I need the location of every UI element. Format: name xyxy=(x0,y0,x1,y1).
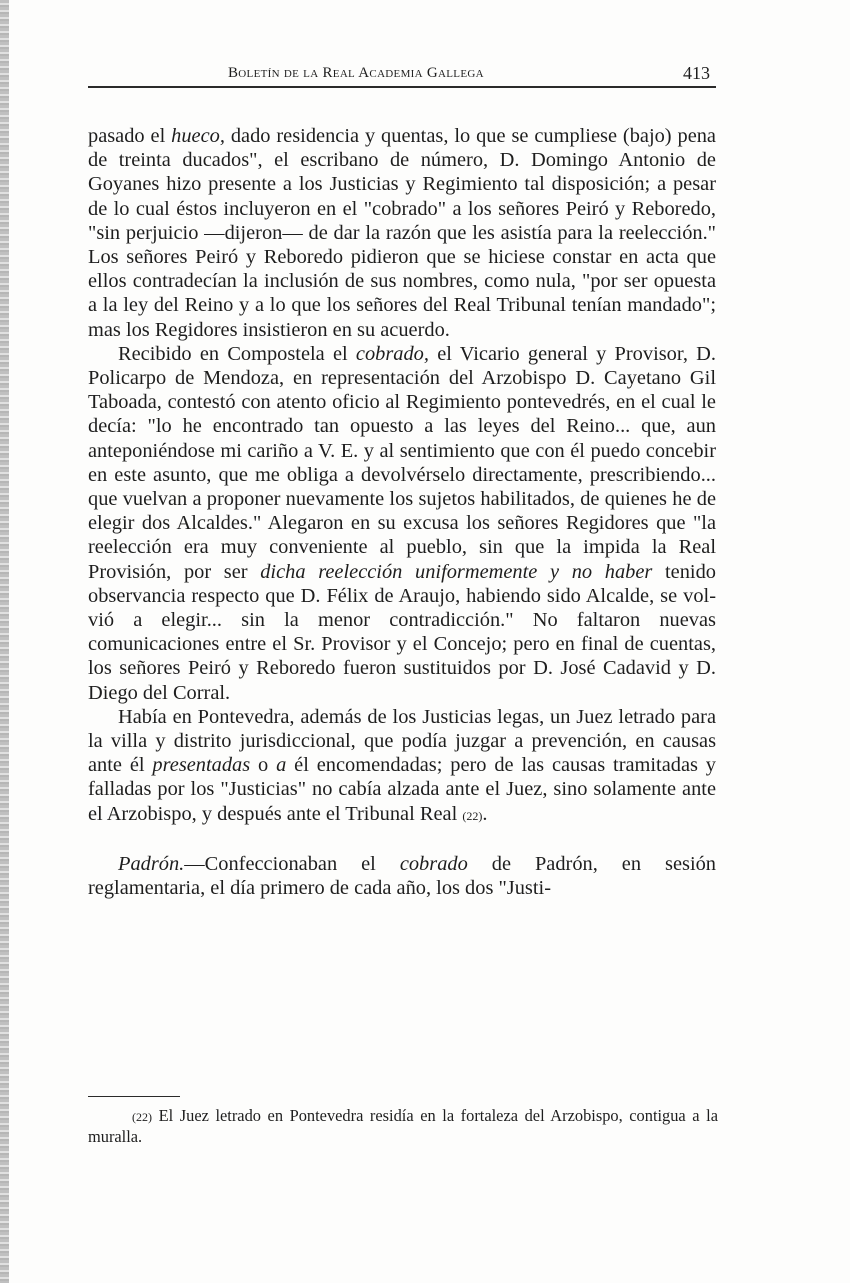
page-number: 413 xyxy=(683,63,710,83)
paragraph-3: Había en Pontevedra, además de los Justicias legas, un Juez letrado para la villa y distrito jurisdiccional, que podía juzgar a prevención, en causas ante él presentadas o a él encomendadas; pero de las causas tramitadas y falladas por los "Justicias" no cabía alzada ante el Juez, sino solamente ante el Arzobispo, y después ante el Tribunal Real (22). xyxy=(88,705,717,825)
italic-text: cobrado xyxy=(399,852,468,875)
footnote xyxy=(88,1106,718,1146)
italic-text: a xyxy=(276,754,287,777)
italic-text: hueco, xyxy=(171,125,225,147)
footnote-divider xyxy=(88,1096,180,1097)
italic-text: dicha reelección uniformemente y no haber xyxy=(260,560,653,583)
page-header xyxy=(88,62,716,88)
italic-text: cobrado, xyxy=(355,342,429,365)
page-edge-shadow xyxy=(0,0,9,1283)
footnote-reference: (22) xyxy=(462,808,483,823)
paragraph-4: Padrón.—Confeccionaban el cobrado de Padrón, en sesión reglamentaria, el día primero de cada año, los dos "Justi- xyxy=(88,852,716,900)
body-text xyxy=(88,124,716,900)
italic-text: Padrón. xyxy=(118,852,185,875)
italic-text: presentadas xyxy=(152,754,251,777)
footnote-text: El Juez letrado en Pontevedra residía en la fortaleza del Arzobispo, contigua a la muralla. xyxy=(88,1106,718,1146)
paragraph-1: pasado el hueco, dado residencia y quentas, lo que se cumpliese (bajo) pena de treinta ducados", el escribano de número, D. Domingo Antonio de Goyanes hizo presente a los Justicias y Regimiento tal disposición; a pesar de lo cual éstos incluyeron en el "cobrado" a los señores Peiró y Reboredo, "sin perjuicio —dijeron— de dar la razón que les asistía para la reelección." Los señores Peiró y Reboredo pidieron que se hiciese constar en acta que ellos contradecían la inclusión de sus nombres, como nula, "por ser opuesta a la ley del Reino y a lo que los señores del Real Tribunal tenían mandado"; mas los Regidores insistieron en su acuerdo. xyxy=(88,125,716,341)
paragraph-2: Recibido en Compostela el cobrado, el Vicario general y Provisor, D. Policarpo de Mendoza, en representación del Arzobispo D. Cayetano Gil Taboada, contestó con atento oficio al Regimiento pontevedrés, en el cual le decía: "lo he encontrado tan opuesto a las leyes del Reino... que, aun anteponiéndose mi cariño a V. E. y al sentimiento que con él puedo concebir en este asunto, que me obliga a devolvérselo directamente, prescribiendo... que vuelvan a proponer nuevamente los sujetos habilitados, de quienes he de elegir dos Alcaldes." Alegaron en su excusa los señores Regidores que "la reelección era muy conveniente al pueblo, sin que la impida la Real Provisión, por ser dicha reelección uniformemente y no haber tenido observancia respecto que D. Félix de Araujo, habiendo sido Alcalde, se volvió a elegir... sin la menor contradicción." No faltaron nuevas comunicaciones entre el Sr. Provisor y el Concejo; pero en final de cuentas, los señores Peiró y Reboredo fueron sustituidos por D. José Cadavid y D. Diego del Corral. xyxy=(88,342,716,704)
running-title: Boletín de la Real Academia Gallega xyxy=(228,65,484,81)
footnote-label: (22) xyxy=(132,1110,152,1124)
